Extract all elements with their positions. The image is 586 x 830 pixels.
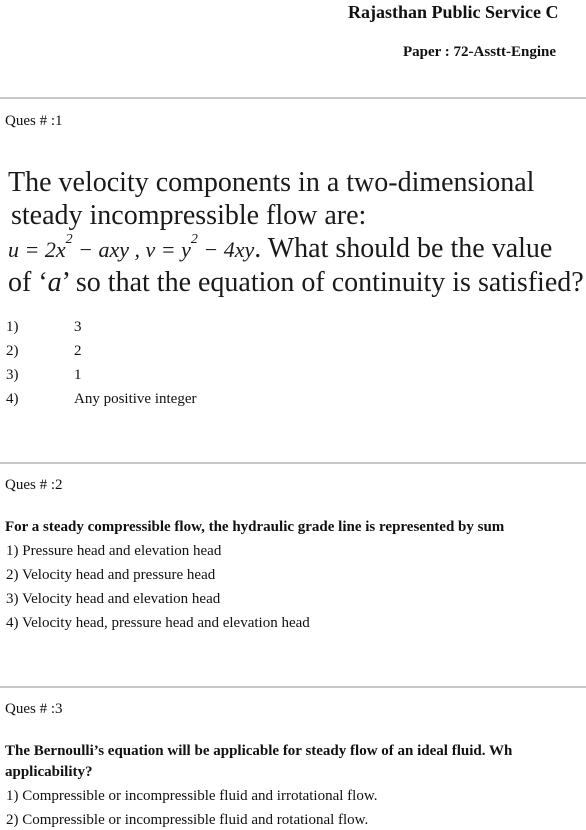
divider (0, 97, 586, 99)
question-2-option: 1) Pressure head and elevation head (6, 543, 222, 559)
option-number: 4) (6, 391, 19, 407)
u-expression: u = 2x (8, 237, 66, 262)
question-1-equation-line (8, 232, 584, 266)
question-2-option: 3) Velocity head and elevation head (6, 591, 221, 607)
variable-a: a (47, 267, 62, 298)
question-1-option (6, 367, 82, 384)
divider (0, 462, 586, 464)
question-1-image-text (8, 166, 584, 299)
v-remainder: − 4xy (197, 237, 255, 262)
option-text: Any positive integer (74, 391, 197, 407)
u-exponent: 2 (65, 232, 73, 247)
question-2-option: 2) Velocity head and pressure head (6, 567, 216, 583)
document-title: Rajasthan Public Service C (348, 2, 559, 22)
paper-subtitle: Paper : 72-Asstt-Engine (403, 44, 557, 60)
option-text: 1 (74, 367, 82, 383)
last-line-suffix: ’ so that the equation of continuity is satisfied? (61, 267, 584, 298)
question-3-option: 1) Compressible or incompressible fluid and irrotational flow. (6, 788, 378, 804)
u-remainder: − axy , (72, 237, 146, 262)
option-number: 3) (6, 367, 19, 383)
option-text: 3 (74, 319, 82, 335)
question-3-stem-line: The Bernoulli’s equation will be applicable for steady flow of an ideal fluid. Wh (5, 743, 513, 759)
v-expression: v = y (145, 237, 191, 262)
option-number: 2) (6, 343, 19, 359)
question-1-option (6, 319, 82, 336)
question-3-option: 2) Compressible or incompressible fluid and rotational flow. (6, 812, 369, 828)
v-exponent: 2 (190, 232, 198, 247)
equation-tail: . What should be the value (254, 233, 553, 264)
question-2-stem: For a steady compressible flow, the hydraulic grade line is represented by sum (5, 519, 505, 535)
option-number: 1) (6, 319, 19, 335)
question-1-last-line (8, 266, 584, 299)
question-1-option (6, 343, 82, 360)
question-3-label: Ques # :3 (5, 701, 63, 717)
question-3-stem-line: applicability? (5, 764, 93, 780)
question-1-stem-line: steady incompressible flow are: (11, 200, 367, 231)
question-2-label: Ques # :2 (5, 477, 63, 493)
question-1-stem-line: The velocity components in a two-dimensional (8, 167, 535, 198)
question-1-option (6, 391, 196, 408)
question-2-option: 4) Velocity head, pressure head and elevation head (6, 615, 310, 631)
option-text: 2 (74, 343, 82, 359)
last-line-prefix: of ‘ (8, 267, 48, 298)
question-1-label: Ques # :1 (5, 113, 63, 129)
divider (0, 686, 586, 688)
